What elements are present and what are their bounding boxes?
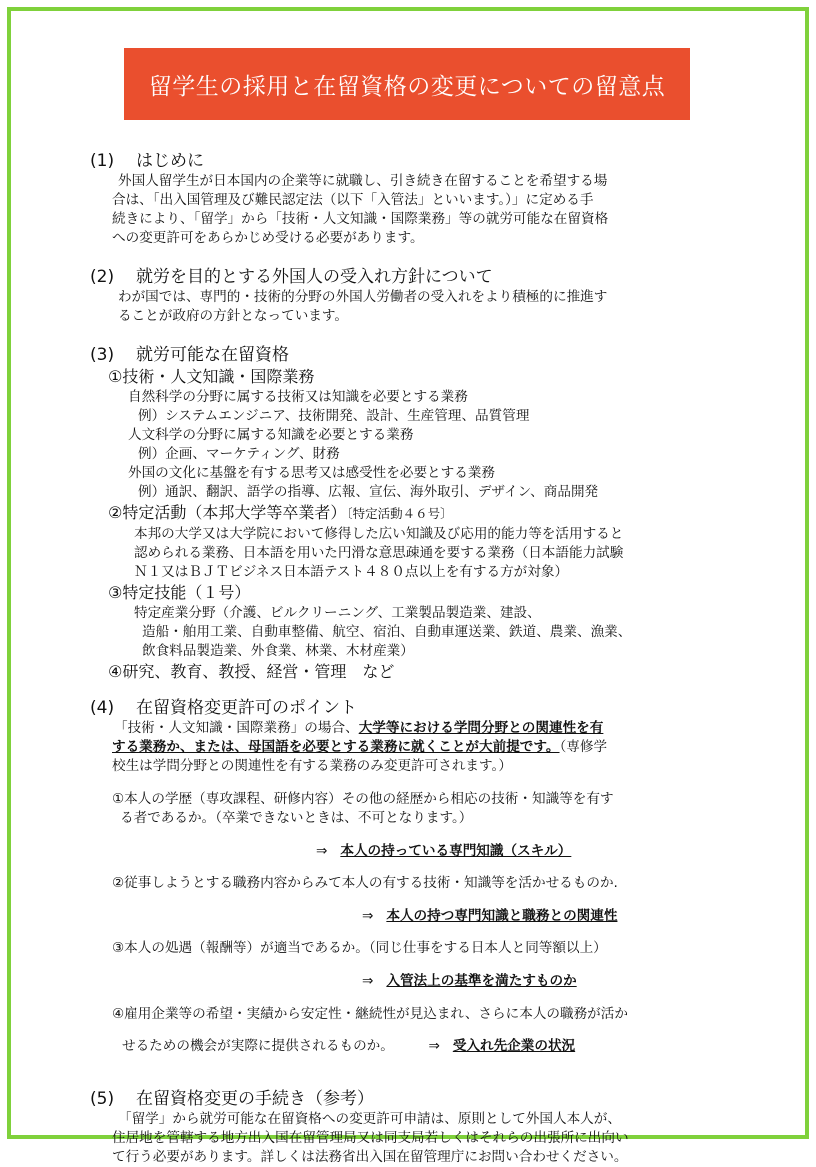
- section-introduction: [90, 150, 730, 248]
- result-line: [90, 972, 730, 991]
- text-line: 飲食料品製造業、外食業、林業、木材産業）: [142, 643, 414, 659]
- section-title: 就労を目的とする外国人の受入れ方針について: [136, 267, 493, 287]
- text-line: わが国では、専門的・技術的分野の外国人労働者の受入れをより積極的に推進す: [118, 289, 608, 305]
- text-line: 住居地を管轄する地方出入国在留管理局又は同支局若しくはそれらの出張所に出向い: [112, 1129, 629, 1146]
- section-number: (5): [90, 1088, 115, 1109]
- section-number: (2): [90, 267, 115, 287]
- text-line: 外国人留学生が日本国内の企業等に就職し、引き続き在留することを希望する場: [118, 173, 608, 189]
- text-line: 例）システムエンジニア、技術開発、設計、生産管理、品質管理: [138, 408, 530, 424]
- section-number: (4): [90, 698, 115, 718]
- text-line: Ｎ１又はＢＪＴビジネス日本語テスト４８０点以上を有する方が対象）: [134, 564, 569, 580]
- result-line: [90, 907, 730, 926]
- section-heading: [90, 344, 730, 366]
- text-line: 認められる業務、日本語を用いた円滑な意思疎通を要する業務（日本語能力試験: [134, 545, 624, 561]
- status-specified-skills-title: ③特定技能（１号）: [108, 583, 251, 602]
- text-line: [90, 738, 730, 757]
- emphasis-text: 受入れ先企業の状況: [452, 1038, 576, 1055]
- page-title: 留学生の採用と在留資格の変更についての留意点: [148, 73, 666, 100]
- text-line: ④雇用企業等の希望・実績から安定性・継続性が見込まれ、さらに本人の職務が活か: [112, 1005, 628, 1022]
- text-line: 特定産業分野（介護、ビルクリーニング、工業製品製造業、建設、: [134, 605, 541, 621]
- section-key-points: [90, 697, 730, 1056]
- section-title: 就労可能な在留資格: [136, 345, 289, 365]
- section-heading: [90, 266, 730, 288]
- section-title: はじめに: [136, 151, 204, 171]
- status-designated-activities-title: [90, 502, 730, 525]
- text-line: 例）通訳、翻訳、語学の指導、広報、宣伝、海外取引、デザイン、商品開発: [138, 484, 599, 500]
- text-line: ③本人の処遇（報酬等）が適当であるか。（同じ仕事をする日本人と同等額以上）: [112, 940, 607, 957]
- text-line: 合は、「出入国管理及び難民認定法（以下「入管法」といいます。）」に定める手: [112, 192, 594, 208]
- emphasis-text: 本人の持っている専門知識（スキル）: [340, 842, 572, 859]
- text-line: 例）企画、マーケティング、財務: [138, 446, 340, 462]
- text-span: 「技術・人文知識・国際業務」の場合、: [114, 720, 359, 736]
- section-title: 在留資格変更の手続き（参考）: [136, 1088, 374, 1109]
- text-line: 人文科学の分野に属する知識を必要とする業務: [128, 427, 414, 443]
- text-line: への変更許可をあらかじめ受ける必要があります。: [112, 230, 424, 246]
- arrow-icon: ⇒: [316, 842, 328, 859]
- emphasis-text: 大学等における学問分野との関連性を有: [358, 720, 604, 736]
- section-heading: [90, 150, 730, 172]
- document-body: [90, 150, 730, 1167]
- text-line: る者であるか。（卒業できないときは、不可となります。）: [120, 810, 473, 826]
- arrow-icon: ⇒: [428, 1038, 440, 1055]
- section-heading: [90, 1088, 730, 1110]
- text-line: 自然科学の分野に属する技術又は知識を必要とする業務: [128, 389, 468, 405]
- text-span: （専修学: [559, 739, 608, 755]
- section-heading: [90, 697, 730, 719]
- text-line: 続きにより、「留学」から「技術・人文知識・国際業務」等の就労可能な在留資格: [112, 211, 609, 227]
- text-line: 本邦の大学又は大学院において修得した広い知識及び応用的能力等を活用すると: [134, 526, 624, 542]
- section-status-list: [90, 344, 730, 683]
- emphasis-text: する業務か、または、母国語を必要とする業務に就くことが大前提です。: [112, 739, 560, 755]
- status-engineer-title: ①技術・人文知識・国際業務: [108, 367, 315, 386]
- result-line: [90, 1037, 730, 1056]
- arrow-icon: ⇒: [362, 972, 374, 989]
- subsection-note: 〔特定活動４６号〕: [346, 506, 453, 521]
- result-line: [90, 842, 730, 861]
- arrow-icon: ⇒: [362, 907, 374, 924]
- text-line: 造船・舶用工業、自動車整備、航空、宿泊、自動車運送業、鉄道、農業、漁業、: [142, 624, 632, 640]
- subsection-title: ②特定活動（本邦大学等卒業者）: [108, 503, 347, 522]
- text-line: ることが政府の方針となっています。: [118, 308, 349, 324]
- text-line: 外国の文化に基盤を有する思考又は感受性を必要とする業務: [128, 465, 496, 481]
- section-policy: [90, 266, 730, 326]
- text-span: せるための機会が実際に提供されるものか。: [122, 1038, 394, 1055]
- text-line: 「留学」から就労可能な在留資格への変更許可申請は、原則として外国人本人が、: [118, 1110, 621, 1127]
- text-line: 校生は学問分野との関連性を有する業務のみ変更許可されます。）: [112, 758, 512, 774]
- section-title: 在留資格変更許可のポイント: [136, 698, 357, 718]
- title-banner: [124, 48, 690, 120]
- section-procedure: [90, 1088, 730, 1167]
- text-line: ②従事しようとする職務内容からみて本人の有する技術・知識等を活かせるものか.: [112, 875, 618, 892]
- section-number: (1): [90, 151, 115, 171]
- text-line: て行う必要があります。詳しくは法務省出入国在留管理庁にお問い合わせください。: [112, 1148, 628, 1165]
- text-line: [90, 719, 730, 738]
- emphasis-text: 本人の持つ専門知識と職務との関連性: [386, 907, 618, 924]
- emphasis-text: 入管法上の基準を満たすものか: [386, 972, 577, 989]
- section-number: (3): [90, 345, 115, 365]
- status-other-title: ④研究、教育、教授、経営・管理 など: [108, 662, 395, 681]
- text-line: ①本人の学歴（専攻課程、研修内容）その他の経歴から相応の技術・知識等を有す: [112, 791, 614, 807]
